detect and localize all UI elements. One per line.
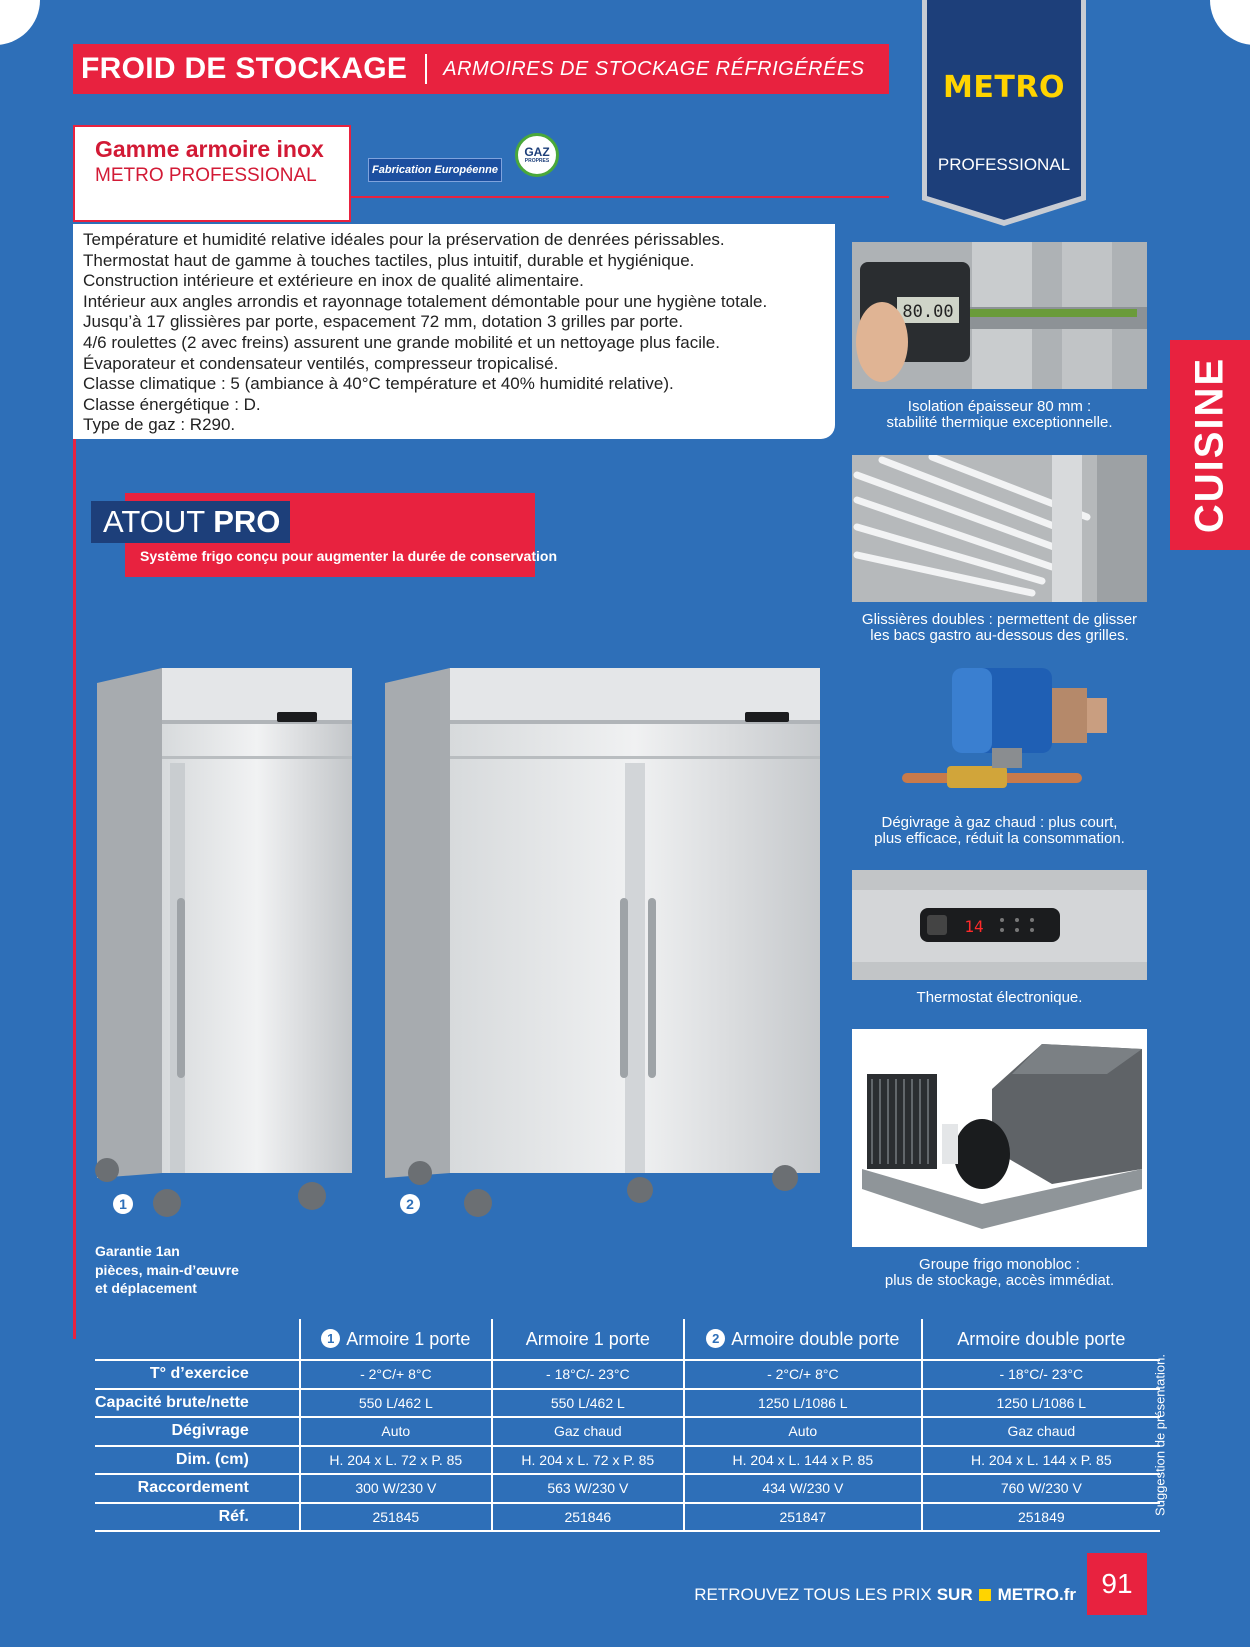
table-cell: - 18°C/- 23°C: [492, 1360, 684, 1389]
hot-gas-caption: [852, 815, 1147, 847]
table-cell: 251845: [300, 1503, 492, 1532]
wire-shelf-icon: [852, 455, 1147, 602]
description-line: Type de gaz : R290.: [83, 415, 236, 435]
description-line: Évaporateur et condensateur ventilés, compresseur tropicalisé.: [83, 353, 559, 373]
thermostat-icon: [852, 870, 1147, 980]
table-cell: 251846: [492, 1503, 684, 1532]
column-header: [300, 1319, 492, 1360]
table-row: [95, 1417, 1160, 1446]
row-label: Capacité brute/nette: [95, 1389, 300, 1418]
table-corner-cell: [95, 1319, 300, 1360]
refrigeration-unit-icon: [852, 1029, 1147, 1247]
gas-label-sub: PROPRES: [524, 158, 550, 164]
caliper-icon: [852, 242, 1147, 389]
caption-line: Dégivrage à gaz chaud : plus court,: [881, 814, 1118, 831]
thermostat-photo: [852, 870, 1147, 980]
section-subtitle: ARMOIRES DE STOCKAGE RÉFRIGÉRÉES: [443, 57, 865, 80]
corner-decoration-right: [1210, 0, 1250, 45]
metro-square-icon: [979, 1589, 991, 1601]
double-door-fridge-image: [380, 668, 825, 1223]
metro-logo-text: METRO: [943, 70, 1065, 105]
table-cell: 550 L/462 L: [300, 1389, 492, 1418]
column-header-label: Armoire 1 porte: [525, 1328, 650, 1349]
product-number-badge: 2: [706, 1329, 725, 1348]
table-row: [95, 1360, 1160, 1389]
professional-tagline: PROFESSIONAL: [937, 155, 1071, 174]
single-door-fridge-image: [92, 668, 357, 1223]
footer-text: RETROUVEZ TOUS LES PRIX: [694, 1585, 932, 1604]
product-number-badge: 1: [321, 1329, 340, 1348]
table-row: [95, 1503, 1160, 1532]
guarantee-note: [95, 1242, 239, 1298]
corner-decoration-left: [0, 0, 40, 45]
caliper-display: 80.00: [902, 302, 954, 322]
column-header-label: Armoire 1 porte: [346, 1328, 471, 1349]
atout-pro-title: [91, 501, 290, 543]
guarantee-line: et déplacement: [95, 1280, 197, 1296]
atout-pro-description: Système frigo conçu pour augmenter la durée de conservation: [140, 548, 557, 564]
table-cell: H. 204 x L. 72 x P. 85: [492, 1446, 684, 1475]
table-header-row: [95, 1319, 1160, 1360]
table-cell: 434 W/230 V: [684, 1474, 922, 1503]
caption-line: plus de stockage, accès immédiat.: [884, 1272, 1115, 1289]
caption-line: Groupe frigo monobloc :: [919, 1256, 1080, 1273]
shelf-slides-photo: [852, 455, 1147, 602]
table-cell: H. 204 x L. 144 x P. 85: [922, 1446, 1160, 1475]
table-cell: 550 L/462 L: [492, 1389, 684, 1418]
monoblock-caption: [852, 1257, 1147, 1289]
caption-line: Isolation épaisseur 80 mm :: [907, 398, 1092, 415]
presentation-note: Suggestion de présentation.: [1152, 1354, 1168, 1516]
table-row: [95, 1446, 1160, 1475]
product-number-badge: 1: [113, 1194, 133, 1214]
table-cell: Auto: [684, 1417, 922, 1446]
table-cell: 251847: [684, 1503, 922, 1532]
logo-badge-shape: [920, 0, 1088, 228]
european-manufacturing-label: Fabrication Européenne: [368, 158, 502, 182]
table-cell: 1250 L/1086 L: [684, 1389, 922, 1418]
hot-gas-valve-photo: [852, 658, 1147, 805]
solenoid-valve-icon: [852, 658, 1147, 805]
column-header-label: Armoire double porte: [957, 1328, 1126, 1349]
table-cell: Auto: [300, 1417, 492, 1446]
description-line: Construction intérieure et extérieure en inox de qualité alimentaire.: [83, 271, 584, 291]
description-line: Jusqu’à 17 glissières par porte, espacement 72 mm, dotation 3 grilles par porte.: [83, 312, 684, 332]
table-cell: 1250 L/1086 L: [922, 1389, 1160, 1418]
thermostat-display: 14: [964, 917, 984, 936]
caption-line: Glissières doubles : permettent de glisser: [861, 611, 1138, 628]
row-label: Dégivrage: [95, 1417, 300, 1446]
guarantee-line: Garantie 1an: [95, 1243, 180, 1259]
column-header: [922, 1319, 1160, 1360]
insulation-photo: [852, 242, 1147, 389]
table-cell: H. 204 x L. 72 x P. 85: [300, 1446, 492, 1475]
table-cell: Gaz chaud: [492, 1417, 684, 1446]
gas-label-main: GAZ: [524, 145, 550, 159]
description-line: 4/6 roulettes (2 avec freins) assurent une grande mobilité et un nettoyage plus facile.: [83, 332, 720, 352]
section-title: FROID DE STOCKAGE: [81, 52, 408, 85]
thermostat-caption: [852, 990, 1147, 1006]
product-number-badge: 2: [400, 1194, 420, 1214]
table-cell: - 2°C/+ 8°C: [684, 1360, 922, 1389]
range-divider: [351, 196, 889, 198]
product-range-box: [73, 125, 351, 222]
caption-line: stabilité thermique exceptionnelle.: [886, 414, 1113, 431]
metro-professional-logo: [920, 0, 1088, 228]
table-cell: - 18°C/- 23°C: [922, 1360, 1160, 1389]
clean-gas-icon: [515, 133, 559, 177]
atout-title-light: ATOUT: [103, 504, 206, 539]
footer-sur: SUR: [936, 1585, 973, 1604]
row-label: Dim. (cm): [95, 1446, 300, 1475]
specifications-table: [95, 1319, 1160, 1532]
table-cell: Gaz chaud: [922, 1417, 1160, 1446]
description-line: Thermostat haut de gamme à touches tactiles, plus intuitif, durable et hygiénique.: [83, 250, 695, 270]
table-cell: 760 W/230 V: [922, 1474, 1160, 1503]
table-cell: 300 W/230 V: [300, 1474, 492, 1503]
atout-title-bold: PRO: [213, 504, 281, 539]
table-row: [95, 1474, 1160, 1503]
row-label: Raccordement: [95, 1474, 300, 1503]
left-accent-rule: [73, 439, 76, 1339]
insulation-caption: [852, 399, 1147, 431]
row-label: Réf.: [95, 1503, 300, 1532]
shelf-slides-caption: [852, 612, 1147, 644]
header-divider: [425, 54, 427, 84]
page-number: 91: [1087, 1553, 1147, 1615]
column-header-label: Armoire double porte: [731, 1328, 900, 1349]
range-title: Gamme armoire inox: [95, 136, 324, 162]
monoblock-unit-photo: [852, 1029, 1147, 1247]
caption-line: les bacs gastro au-dessous des grilles.: [870, 627, 1129, 644]
section-header: [73, 44, 889, 94]
table-cell: H. 204 x L. 144 x P. 85: [684, 1446, 922, 1475]
caption-line: plus efficace, réduit la consommation.: [874, 830, 1125, 847]
footer-promo: [694, 1585, 1076, 1605]
table-row: [95, 1389, 1160, 1418]
description-line: Température et humidité relative idéales pour la préservation de denrées périssables.: [83, 230, 725, 249]
table-cell: 251849: [922, 1503, 1160, 1532]
column-header: [684, 1319, 922, 1360]
table-cell: - 2°C/+ 8°C: [300, 1360, 492, 1389]
column-header: [492, 1319, 684, 1360]
description-box: [73, 224, 835, 439]
row-label: T° d’exercice: [95, 1360, 300, 1389]
footer-website-link[interactable]: METRO.fr: [997, 1585, 1076, 1604]
range-subtitle: METRO PROFESSIONAL: [95, 165, 317, 186]
category-side-label: CUISINE: [1187, 356, 1232, 534]
table-cell: 563 W/230 V: [492, 1474, 684, 1503]
description-line: Classe énergétique : D.: [83, 394, 261, 414]
description-line: Intérieur aux angles arrondis et rayonnage totalement démontable pour une hygiène totale.: [83, 291, 768, 311]
caption-line: Thermostat électronique.: [916, 989, 1083, 1006]
guarantee-line: pièces, main-d’œuvre: [95, 1261, 239, 1278]
description-line: Classe climatique : 5 (ambiance à 40°C température et 40% humidité relative).: [83, 374, 674, 394]
